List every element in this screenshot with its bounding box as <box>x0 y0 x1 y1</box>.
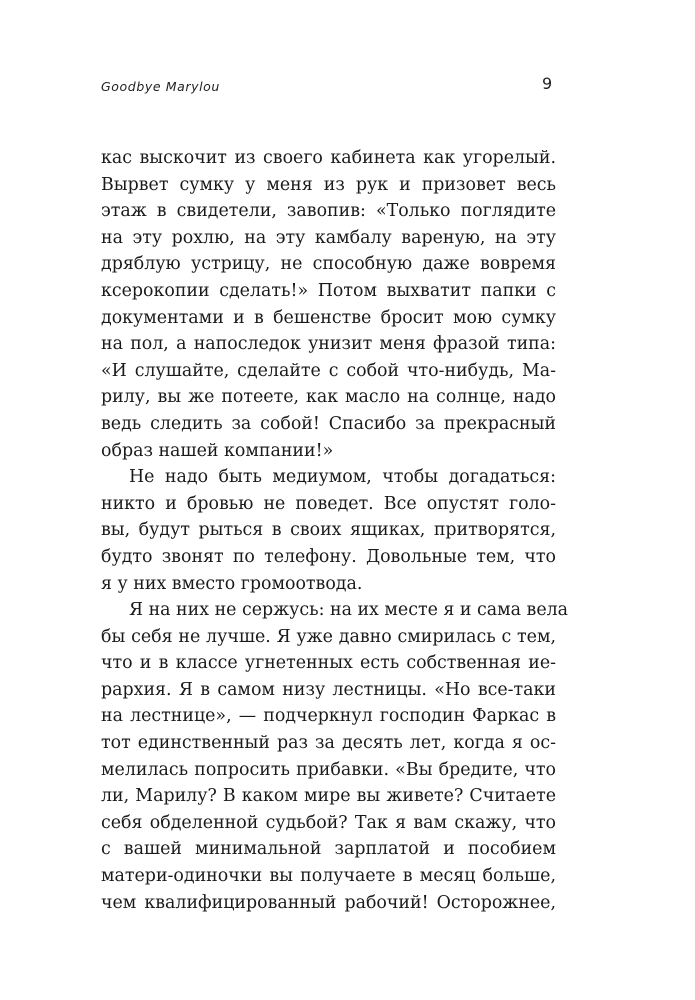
page-number: 9 <box>542 74 553 93</box>
paragraph <box>101 145 556 464</box>
text-line: образ нашей компании!» <box>101 440 334 461</box>
text-line: рилу, вы же потеете, как масло на солнце, надо <box>101 387 556 408</box>
text-line: себя обделенной судьбой? Так я вам скажу, что <box>101 812 556 833</box>
running-title: Goodbye Marylou <box>101 79 220 94</box>
text-line: ведь следить за собой! Спасибо за прекрасный <box>101 413 556 434</box>
text-line: на эту рохлю, на эту камбалу вареную, на эту <box>101 227 556 248</box>
text-line: на пол, а напоследок унизит меня фразой типа: <box>101 334 556 355</box>
text-line: на лестнице», — подчеркнул господин Фаркас в <box>101 706 556 727</box>
paragraph <box>101 464 556 597</box>
text-line: мелилась попросить прибавки. «Вы бредите, что <box>101 759 556 780</box>
text-line: будто звонят по телефону. Довольные тем, что <box>101 546 556 567</box>
text-line: тот единственный раз за десять лет, когда я ос- <box>101 733 556 754</box>
text-line: дряблую устрицу, не способную даже вовремя <box>101 254 556 275</box>
text-line: этаж в свидетели, завопив: «Только поглядите <box>101 201 556 222</box>
text-line: никто и бровью не поведет. Все опустят голо- <box>101 493 556 514</box>
text-line: матери-одиночки вы получаете в месяц больше, <box>101 866 556 887</box>
text-line: документами и в бешенстве бросит мою сумку <box>101 307 556 328</box>
text-line: Не надо быть медиумом, чтобы догадаться: <box>129 467 556 488</box>
paragraph <box>101 597 569 916</box>
text-line: чем квалифицированный рабочий! Осторожнее, <box>101 892 556 913</box>
text-line: Вырвет сумку у меня из рук и призовет весь <box>101 174 556 195</box>
text-line: Я на них не сержусь: на их месте я и сама вела <box>129 600 569 621</box>
text-line: я у них вместо громоотвода. <box>101 573 363 594</box>
text-line: рархия. Я в самом низу лестницы. «Но все-таки <box>101 679 556 700</box>
text-line: бы себя не лучше. Я уже давно смирилась с тем, <box>101 626 556 647</box>
text-line: ли, Марилу? В каком мире вы живете? Считаете <box>101 786 556 807</box>
text-line: «И слушайте, сделайте с собой что-нибудь, Ма- <box>101 360 556 381</box>
text-line: что и в классе угнетенных есть собственная ие- <box>101 653 556 674</box>
body-text <box>101 145 569 916</box>
text-line: с вашей минимальной зарплатой и пособием <box>101 839 556 860</box>
text-line: ксерокопии сделать!» Потом выхватит папки с <box>101 280 556 301</box>
text-line: вы, будут рыться в своих ящиках, притворятся, <box>101 520 556 541</box>
text-line: кас выскочит из своего кабинета как угорелый. <box>101 148 556 168</box>
